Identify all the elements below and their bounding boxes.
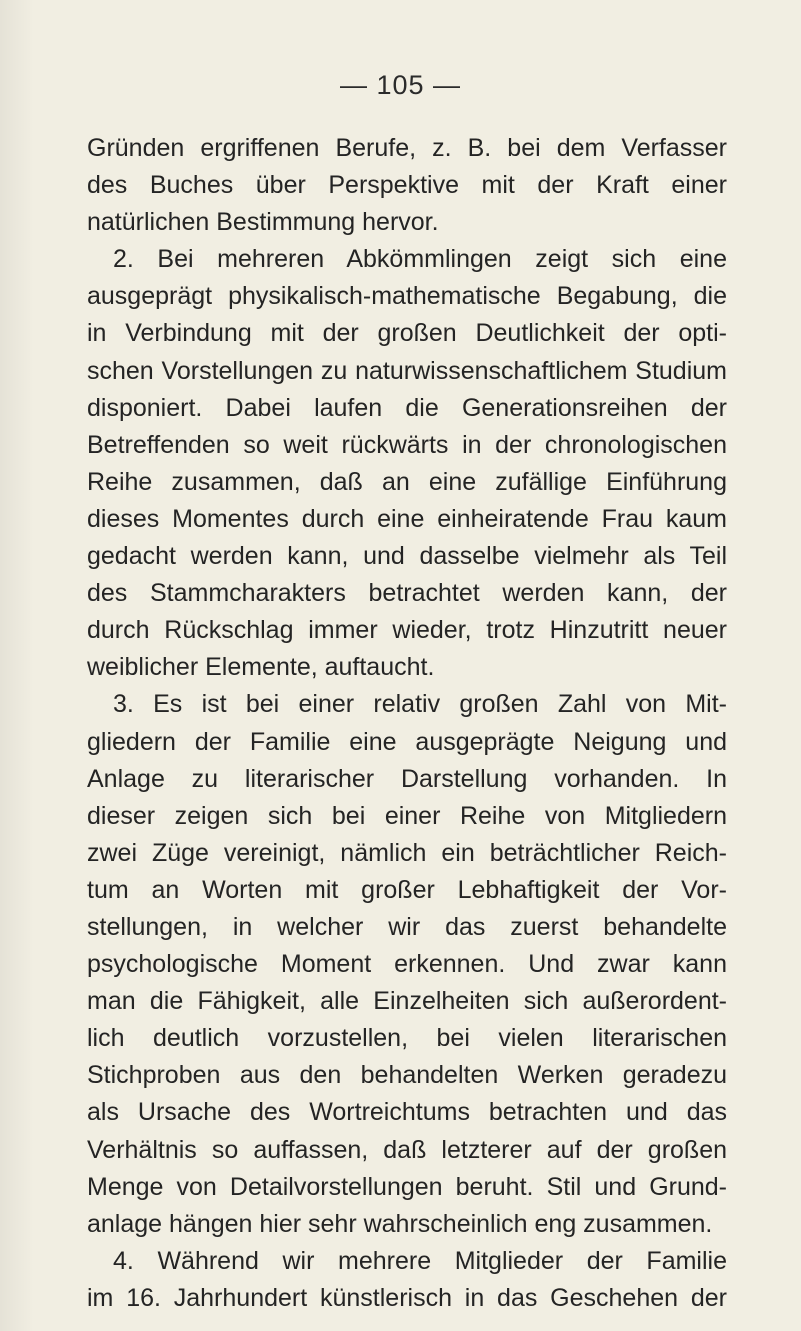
body-text — [87, 130, 727, 1317]
text-line: dieses Momentes durch eine einheiratende Frau kaum — [87, 504, 727, 533]
paragraph-2-start: 2. Bei mehreren Abkömmlingen zeigt sich eine — [113, 245, 727, 274]
text-line: Anlage zu literarischer Darstellung vorhanden. In — [87, 764, 727, 793]
text-line: des Stammcharakters betrachtet werden kann, der — [87, 579, 727, 608]
text-line: lich deutlich vorzustellen, bei vielen literarischen — [87, 1024, 727, 1053]
page-number: — 105 — — [339, 70, 462, 100]
text-line: des Buches über Perspektive mit der Kraft einer — [87, 171, 727, 200]
text-line: tum an Worten mit großer Lebhaftigkeit der Vor- — [87, 875, 727, 904]
text-line: in Verbindung mit der großen Deutlichkeit der opti- — [87, 319, 727, 348]
text-line: gedacht werden kann, und dasselbe vielmehr als Teil — [87, 542, 727, 571]
text-line: gliedern der Familie eine ausgeprägte Neigung und — [87, 727, 727, 756]
text-line: zwei Züge vereinigt, nämlich ein beträchtlicher Reich- — [87, 838, 727, 867]
text-line: Gründen ergriffenen Berufe, z. B. bei dem Verfasser — [87, 134, 727, 162]
text-line: durch Rückschlag immer wieder, trotz Hinzutritt neuer — [87, 616, 727, 645]
paragraph-4-start: 4. Während wir mehrere Mitglieder der Familie — [113, 1246, 727, 1275]
text-line: man die Fähigkeit, alle Einzelheiten sich außerordent- — [87, 987, 727, 1016]
text-line: Stichproben aus den behandelten Werken geradezu — [87, 1061, 727, 1090]
text-line: weiblicher Elemente, auftaucht. — [87, 653, 435, 682]
text-line: disponiert. Dabei laufen die Generationsreihen der — [87, 393, 727, 422]
text-line: stellungen, in welcher wir das zuerst behandelte — [87, 912, 727, 941]
text-line: natürlichen Bestimmung hervor. — [87, 208, 439, 237]
text-line: dieser zeigen sich bei einer Reihe von Mitgliedern — [87, 801, 727, 830]
text-line: Menge von Detailvorstellungen beruht. Stil und Grund- — [87, 1172, 727, 1201]
text-line: Verhältnis so auffassen, daß letzterer auf der großen — [87, 1135, 727, 1164]
text-line: schen Vorstellungen zu naturwissenschaftlichem Studium — [87, 356, 727, 385]
text-line: Reihe zusammen, daß an eine zufällige Einführung — [87, 467, 727, 496]
text-line: anlage hängen hier sehr wahrscheinlich eng zusammen. — [87, 1209, 713, 1238]
text-line: psychologische Moment erkennen. Und zwar kann — [87, 950, 727, 979]
text-line: als Ursache des Wortreichtums betrachten und das — [87, 1098, 727, 1127]
text-line: ausgeprägt physikalisch-mathematische Begabung, die — [87, 282, 727, 311]
text-line: Betreffenden so weit rückwärts in der chronologischen — [87, 430, 727, 459]
paragraph-3-start: 3. Es ist bei einer relativ großen Zahl von Mit- — [113, 690, 727, 719]
text-line: im 16. Jahrhundert künstlerisch in das Geschehen der — [87, 1283, 727, 1312]
